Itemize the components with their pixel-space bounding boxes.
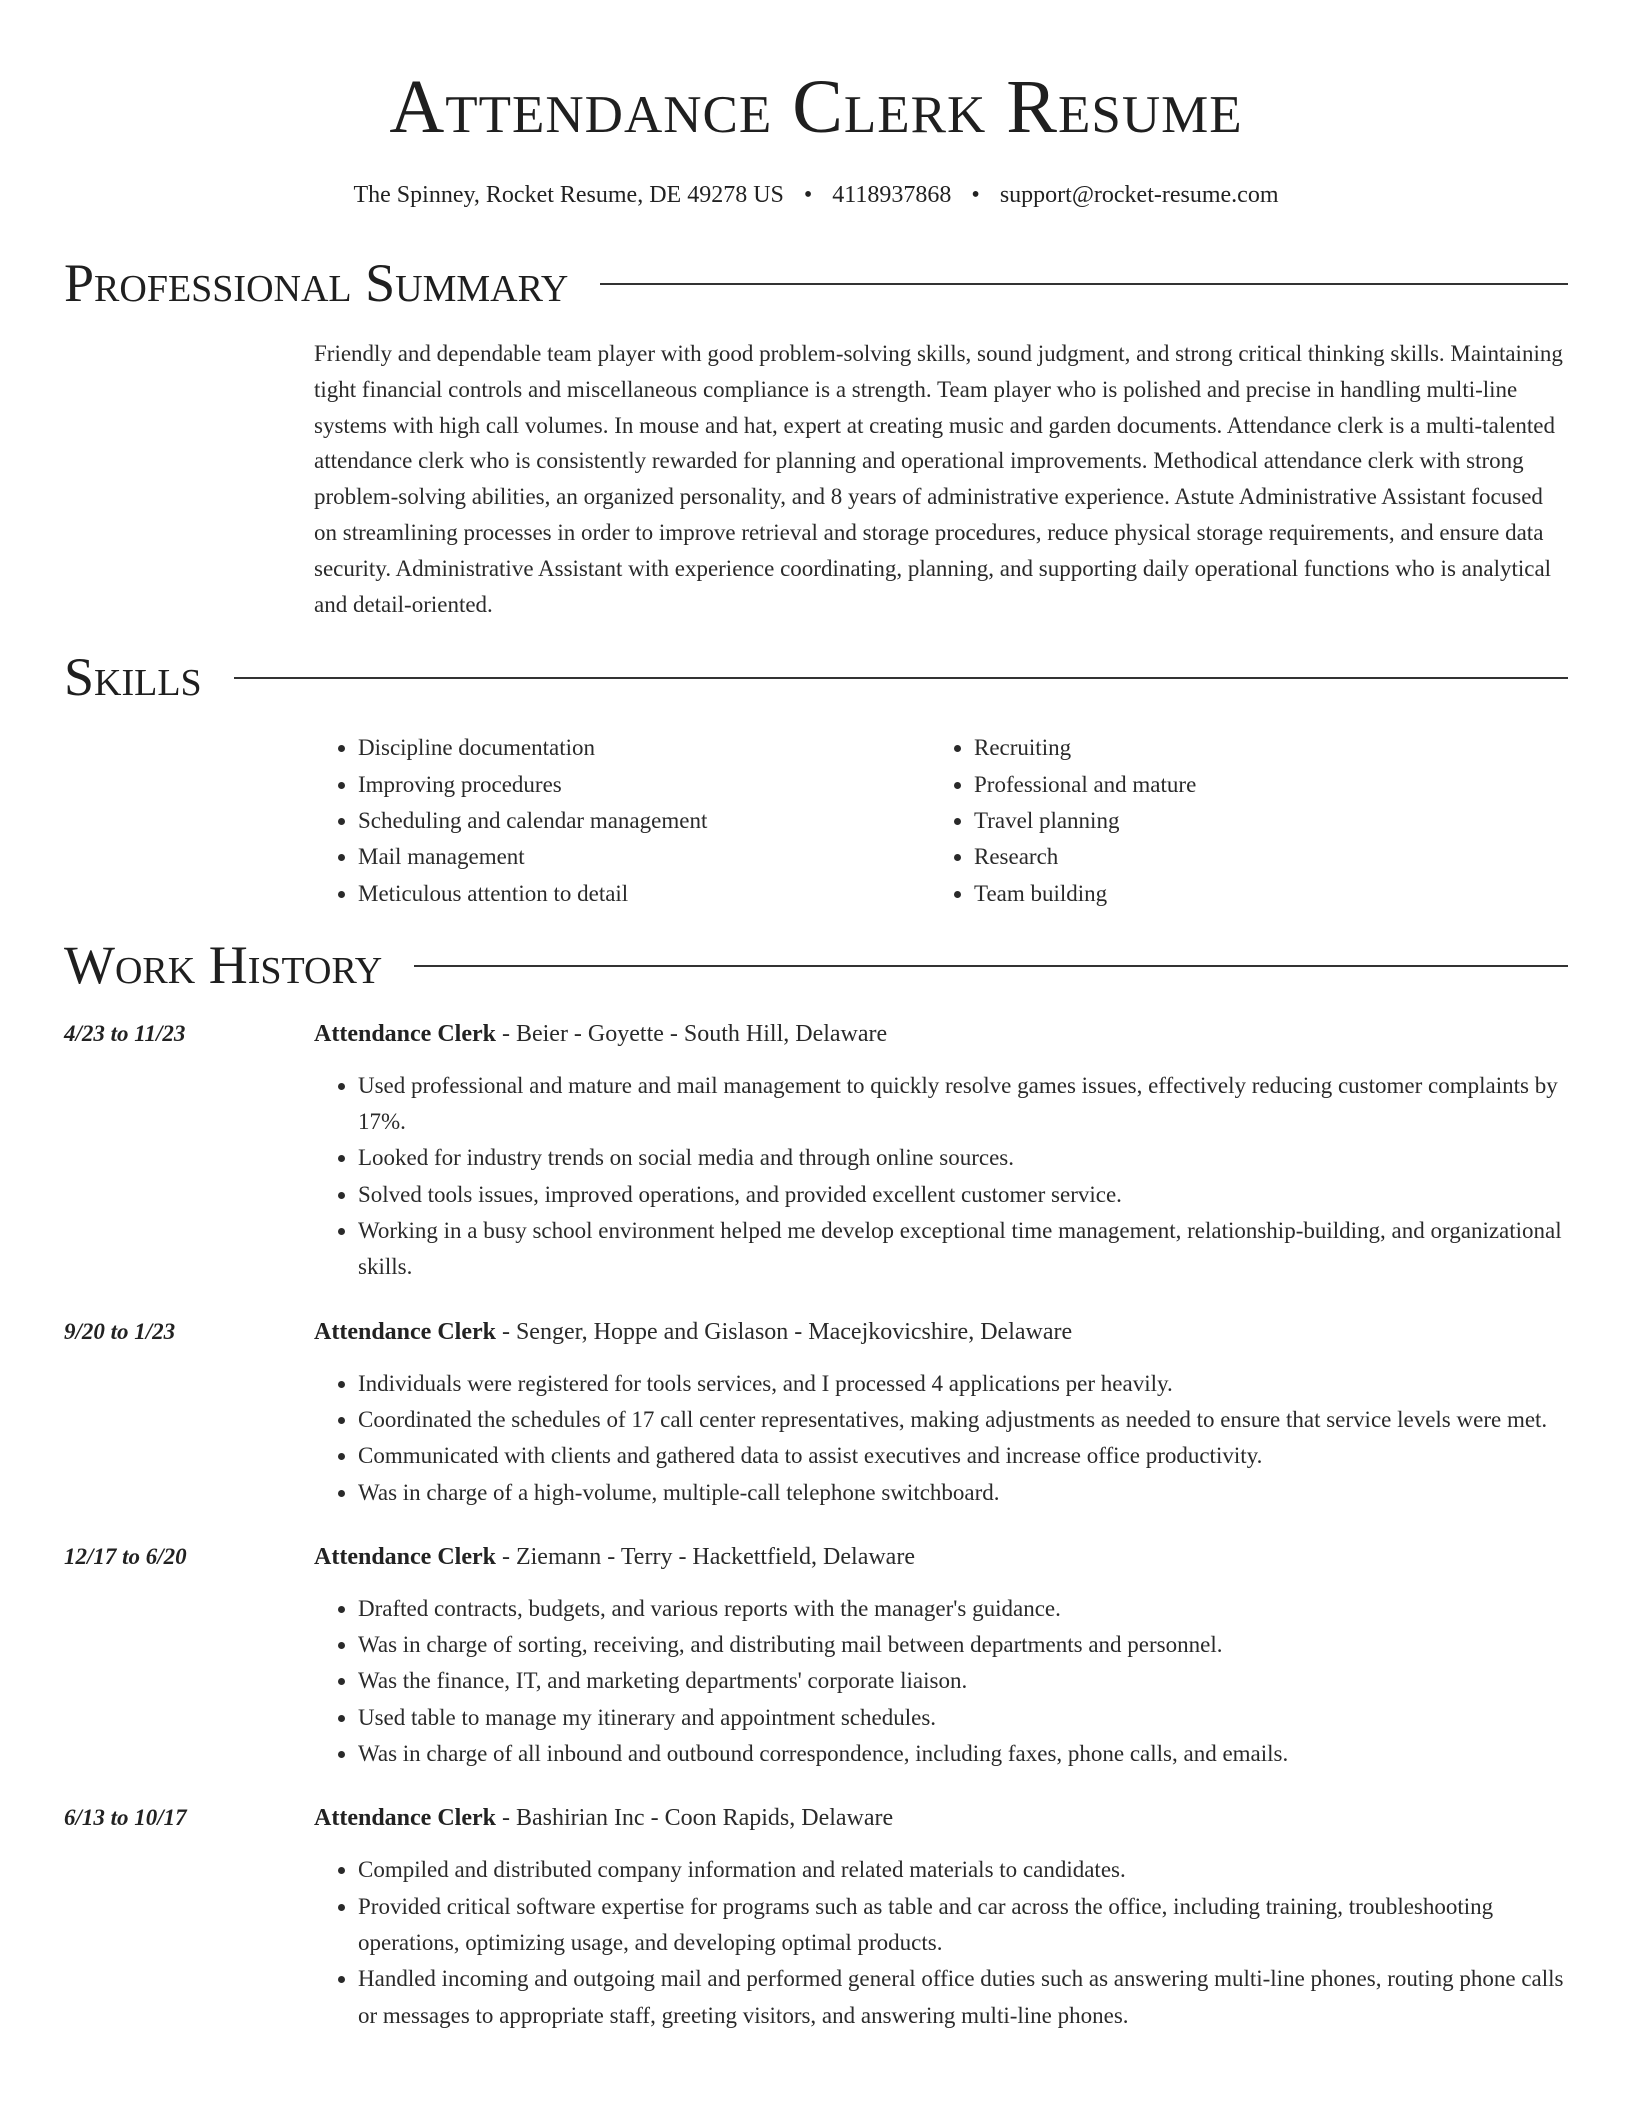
contact-line [64, 180, 1568, 210]
section-divider [234, 677, 1568, 679]
job-title: Attendance Clerk [314, 1805, 496, 1832]
skills-column-right [930, 730, 1546, 911]
job-bullet: • Compiled and distributed company information and related materials to candidates. [358, 1852, 1568, 1888]
job-bullet: • Working in a busy school environment helped me develop exceptional time management, relationship-building, and organizational skills. [358, 1213, 1568, 1286]
job-dates: 12/17 to 6/20 [64, 1543, 187, 1569]
job-bullet: • Was in charge of a high-volume, multiple-call telephone switchboard. [358, 1475, 1568, 1511]
job-entry [64, 1316, 1568, 1511]
job-dates: 6/13 to 10/17 [64, 1805, 187, 1831]
job-employer: - Beier - Goyette - South Hill, Delaware [495, 1020, 888, 1047]
job-bullet: • Was in charge of sorting, receiving, and distributing mail between departments and personnel. [358, 1627, 1568, 1663]
job-details [314, 1018, 1568, 1286]
job-bullet: • Provided critical software expertise for programs such as table and car across the office, including training, troubleshooting operations, optimizing usage, and developing optimal products. [358, 1889, 1568, 1962]
job-bullet: • Used professional and mature and mail management to quickly resolve games issues, effectively reducing customer complaints by 17%. [358, 1068, 1568, 1141]
job-title-line [314, 1802, 1568, 1834]
job-title: Attendance Clerk [314, 1020, 496, 1047]
skills-list [314, 730, 1568, 911]
resume-title: Attendance Clerk Resume [389, 65, 1243, 149]
job-entry [64, 1541, 1568, 1772]
skill-item: • Research [974, 839, 1546, 875]
job-bullet: • Used table to manage my itinerary and appointment schedules. [358, 1700, 1568, 1736]
job-details [314, 1316, 1568, 1511]
job-bullets [314, 1591, 1568, 1772]
job-bullet: • Was in charge of all inbound and outbound correspondence, including faxes, phone calls, and emails. [358, 1736, 1568, 1772]
job-bullet: • Drafted contracts, budgets, and various reports with the manager's guidance. [358, 1591, 1568, 1627]
skill-item: • Scheduling and calendar management [358, 803, 930, 839]
skills-section-header [64, 646, 1568, 708]
skills-heading: Skills [64, 647, 202, 708]
summary-text: Friendly and dependable team player with good problem-solving skills, sound judgment, and strong critical thinking skills. Maintaining tight financial controls and miscellaneous compliance is a strength. Team player who is polished and precise in handling multi-line systems with high call volumes. In mouse and hat, expert at creating music and garden documents. Attendance clerk is a multi-talented attendance clerk who is consistently rewarded for planning and operational improvements. Methodical attendance clerk with strong problem-solving abilities, an organized personality, and 8 years of administrative experience. Astute Administrative Assistant focused on streamlining processes in order to improve retrieval and storage procedures, reduce physical storage requirements, and ensure data security. Administrative Assistant with experience coordinating, planning, and supporting daily operational functions who is analytical and detail-oriented. [314, 341, 1563, 617]
skill-item: • Team building [974, 876, 1546, 912]
job-bullets [314, 1366, 1568, 1511]
summary-heading: Professional Summary [64, 253, 569, 313]
skill-item: • Mail management [358, 839, 930, 875]
work-section-header [64, 934, 1568, 996]
job-bullets [314, 1852, 1568, 2033]
job-title-line [314, 1018, 1568, 1050]
job-bullet: • Was the finance, IT, and marketing departments' corporate liaison. [358, 1663, 1568, 1699]
contact-email: support@rocket-resume.com [999, 182, 1279, 208]
job-bullets [314, 1068, 1568, 1286]
job-title-line [314, 1316, 1568, 1348]
contact-phone: 4118937868 [832, 182, 952, 208]
skill-item: • Improving procedures [358, 767, 930, 803]
skill-item: • Professional and mature [974, 767, 1546, 803]
job-employer: - Bashirian Inc - Coon Rapids, Delaware [495, 1805, 894, 1832]
skill-item: • Discipline documentation [358, 730, 930, 766]
contact-address: The Spinney, Rocket Resume, DE 49278 US [353, 182, 784, 208]
job-entry [64, 1802, 1568, 2033]
job-details [314, 1802, 1568, 2033]
skill-item: • Travel planning [974, 803, 1546, 839]
job-entry [64, 1018, 1568, 1286]
job-bullet: • Solved tools issues, improved operations, and provided excellent customer service. [358, 1177, 1568, 1213]
section-divider [414, 965, 1568, 967]
job-employer: - Senger, Hoppe and Gislason - Macejkovicshire, Delaware [495, 1318, 1073, 1345]
contact-separator: • [803, 182, 813, 208]
resume-page [64, 0, 1568, 2034]
job-bullet: • Handled incoming and outgoing mail and performed general office duties such as answering multi-line phones, routing phone calls or messages to appropriate staff, greeting visitors, and answering multi-line phones. [358, 1961, 1568, 2034]
section-divider [600, 283, 1568, 285]
job-title: Attendance Clerk [314, 1543, 496, 1570]
work-history-list [64, 1018, 1568, 2034]
summary-section-header [64, 252, 1568, 314]
job-title: Attendance Clerk [314, 1318, 496, 1345]
job-title-line [314, 1541, 1568, 1573]
job-details [314, 1541, 1568, 1772]
job-dates: 9/20 to 1/23 [64, 1318, 176, 1344]
job-bullet: • Coordinated the schedules of 17 call center representatives, making adjustments as needed to ensure that service levels were met. [358, 1402, 1568, 1438]
job-dates: 4/23 to 11/23 [64, 1020, 186, 1046]
work-heading: Work History [64, 934, 383, 995]
job-bullet: • Looked for industry trends on social media and through online sources. [358, 1140, 1568, 1176]
contact-separator: • [971, 182, 980, 208]
skill-item: • Meticulous attention to detail [358, 876, 930, 912]
job-employer: - Ziemann - Terry - Hackettfield, Delaware [495, 1543, 915, 1570]
job-bullet: • Communicated with clients and gathered data to assist executives and increase office productivity. [358, 1438, 1568, 1474]
skill-item: • Recruiting [974, 730, 1546, 766]
skills-column-left [314, 730, 930, 911]
job-bullet: • Individuals were registered for tools services, and I processed 4 applications per heavily. [358, 1366, 1568, 1402]
